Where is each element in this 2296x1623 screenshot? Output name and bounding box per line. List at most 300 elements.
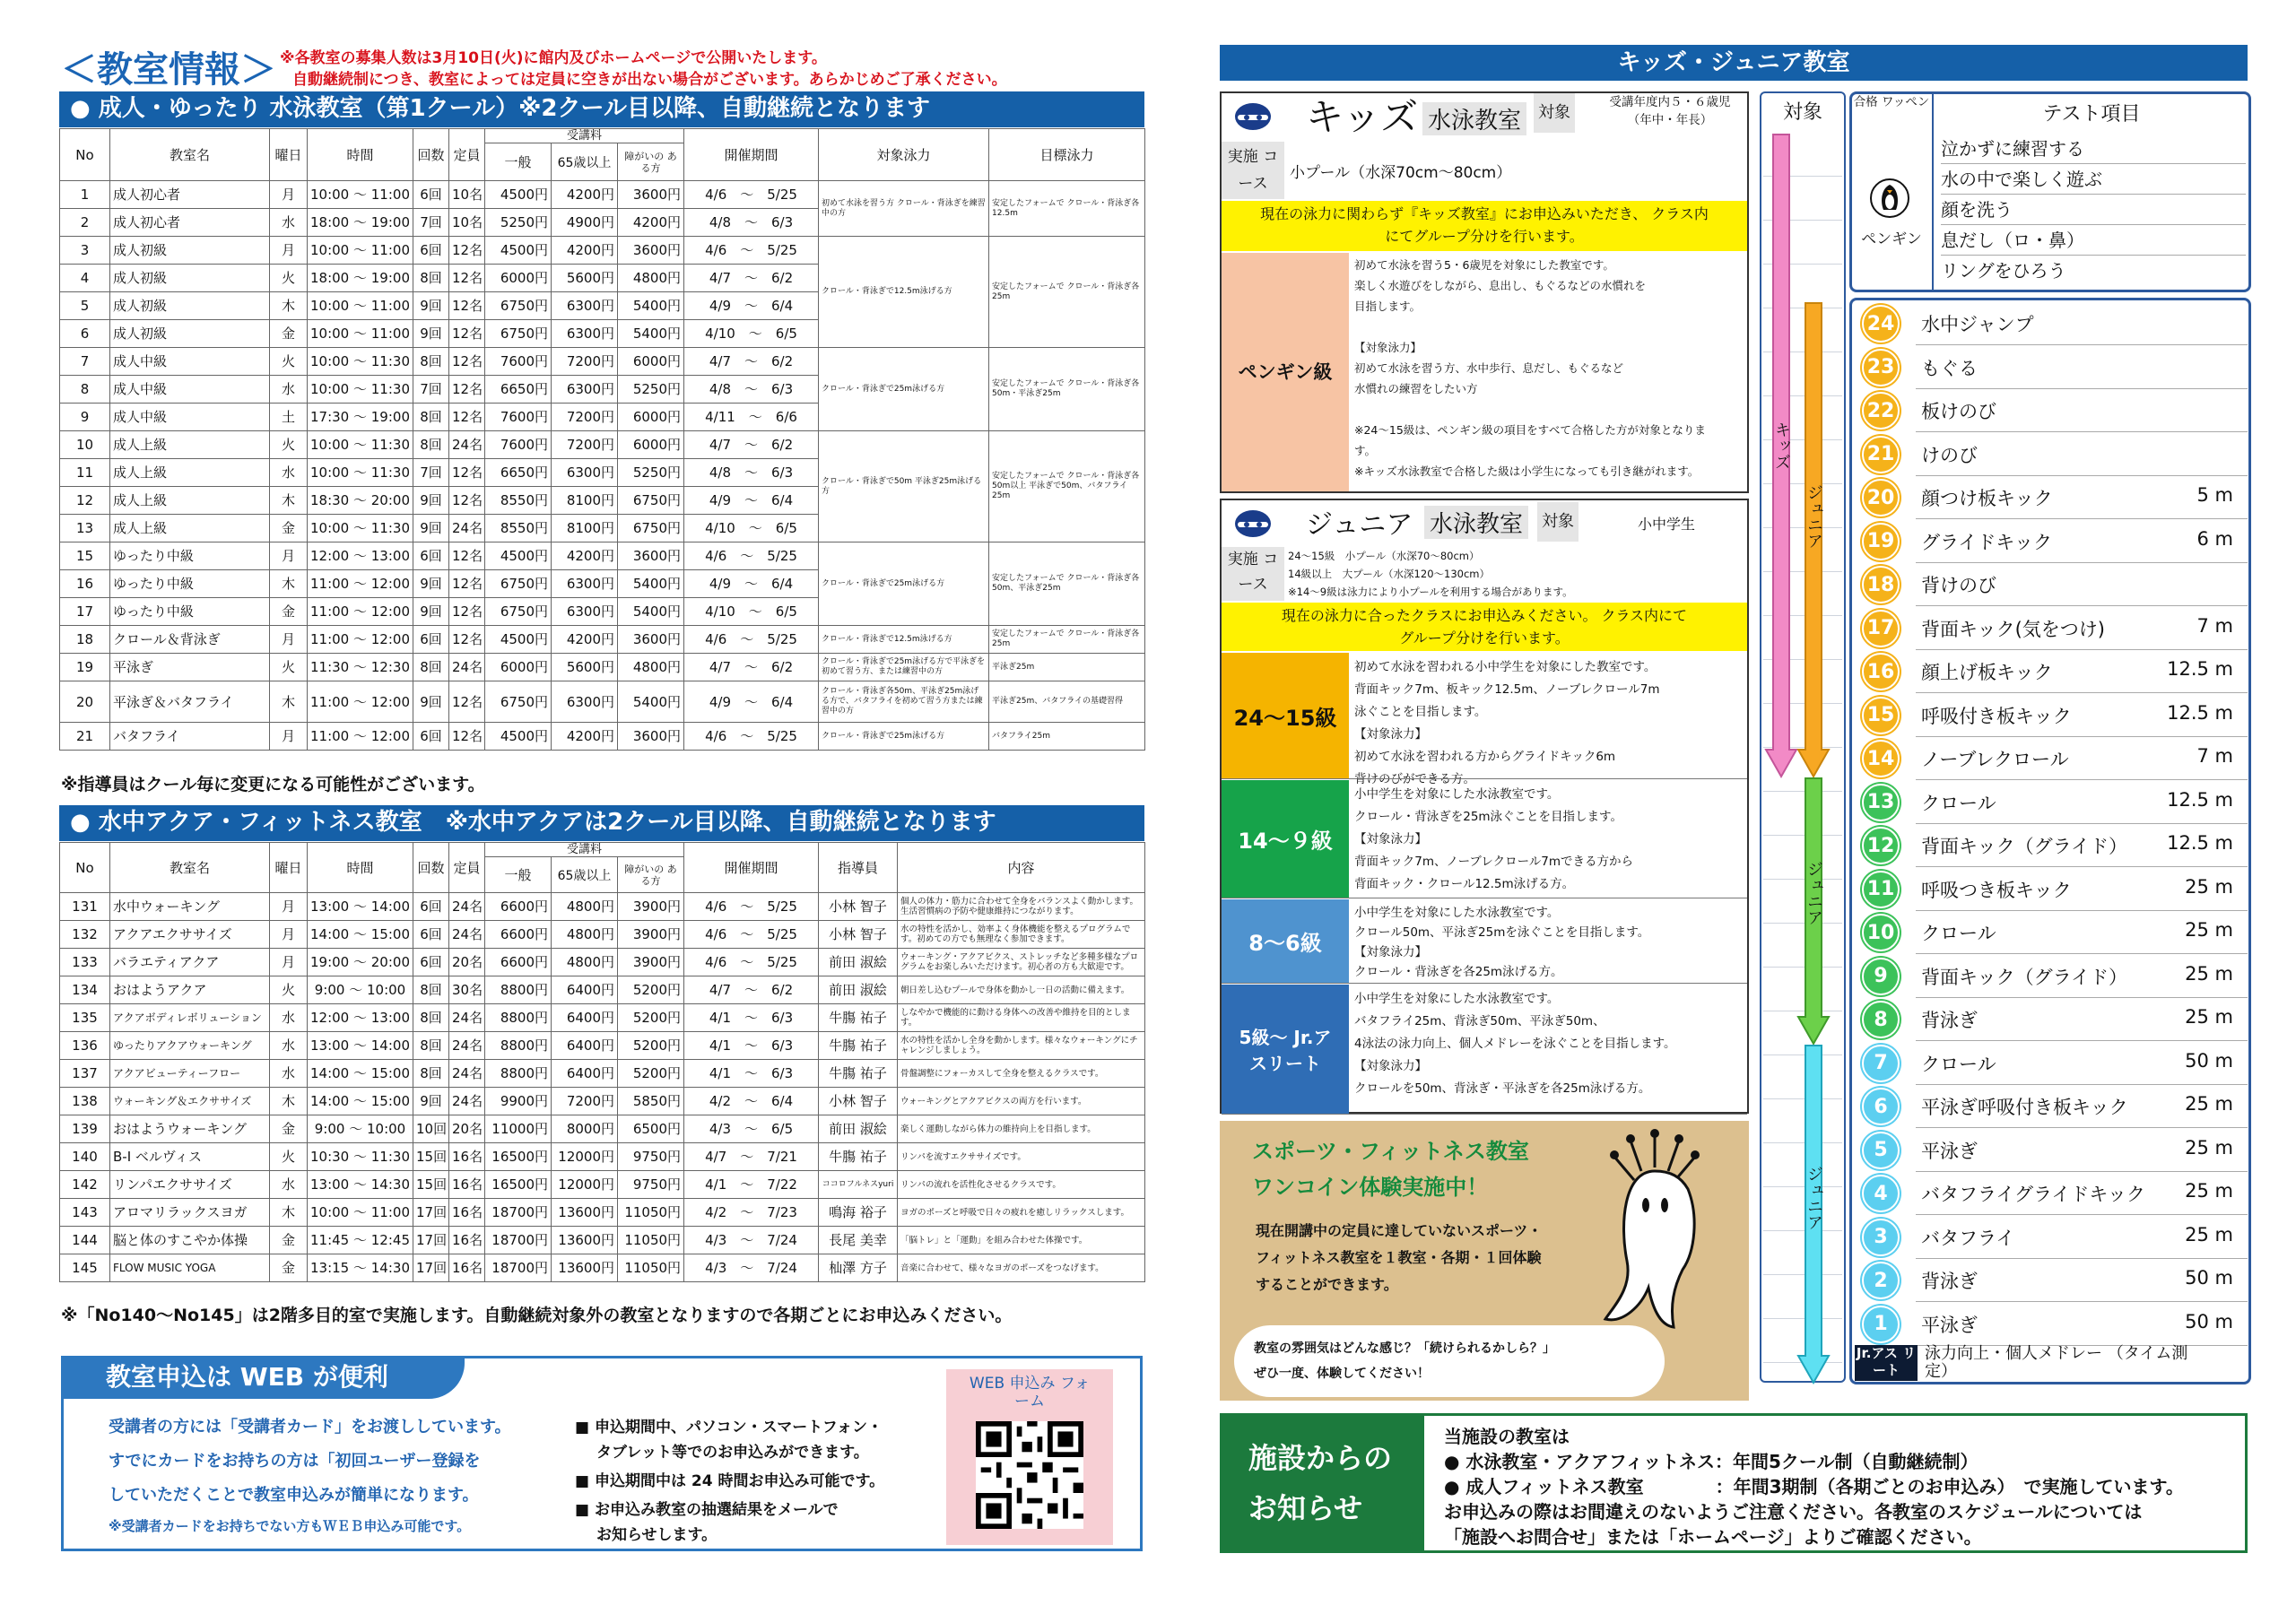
level-label: 24〜15級 [1222,653,1349,778]
penguin-test-item: 泣かずに練習する [1941,135,2246,164]
cell-senior: 6300円 [552,681,618,723]
cell-senior: 6300円 [552,459,618,487]
cell-goal: 安定したフォームで クロール・背泳ぎ各50m・平泳ぎ25m [989,348,1145,431]
cell-name: 成人初級 [110,292,270,320]
cell-instructor: 牛膓 祐子 [819,1032,898,1060]
cell-cap: 12名 [449,348,485,376]
cell-general: 6600円 [485,921,552,949]
cell-senior: 4200円 [552,723,618,751]
cell-disabled: 6750円 [618,487,684,515]
cell-senior: 8100円 [552,515,618,542]
cell-count: 6回 [413,921,449,949]
cell-name: 脳と体のすこやか体操 [110,1227,270,1254]
cell-period: 4/1 ～ 7/22 [684,1171,819,1199]
cell-period: 4/9 ～ 6/4 [684,292,819,320]
jr-athlete-badge: Jr.アス リート [1855,1345,1918,1381]
test-distance: 7 m [2196,745,2233,767]
cell-disabled: 6000円 [618,404,684,431]
cell-time: 10:00 ～ 11:30 [308,348,413,376]
cell-period: 4/3 ～ 7/24 [684,1254,819,1282]
promo-title-2: ワンコイン体験実施中！ [1252,1175,1489,1200]
level-badge-icon: 15 [1862,697,1900,734]
cell-name: バタフライ [110,723,270,751]
cell-general: 4500円 [485,626,552,654]
cell-time: 13:15 ～ 14:30 [308,1254,413,1282]
cell-instructor: ココロフルネスyuri [819,1171,898,1199]
cell-senior: 4800円 [552,893,618,921]
level-badge-icon: 17 [1862,610,1900,647]
cell-period: 4/7 ～ 6/2 [684,976,819,1004]
cell-general: 6750円 [485,598,552,626]
cell-general: 9900円 [485,1088,552,1115]
test-item [1853,997,2248,1041]
level-label: 8〜6級 [1222,899,1349,983]
test-distance: 50 m [2185,1049,2233,1072]
swim-schedule-table [59,128,1145,751]
cell-goal: 安定したフォームで クロール・背泳ぎ各12.5m [989,181,1145,237]
table-row [60,1115,1145,1143]
cell-instructor: 小林 智子 [819,893,898,921]
cell-period: 4/6 ～ 5/25 [684,921,819,949]
cell-senior: 6400円 [552,1060,618,1088]
cell-name: FLOW MUSIC YOGA [110,1254,270,1282]
kids-title-big: キッズ [1306,95,1419,139]
col-period: 開催期間 [684,129,819,181]
cell-name: 成人初心者 [110,209,270,237]
test-item [1853,1215,2248,1259]
kids-target: 受講年度内５・６歳児 （年中・年長） [1609,95,1731,127]
cell-cap: 20名 [449,949,485,976]
col-general: 一般 [485,857,552,893]
cell-time: 13:00 ～ 14:00 [308,893,413,921]
cell-content: 「脳トレ」と「運動」を組み合わせた体操です。 [898,1227,1145,1254]
facility-line-5: 「施設へお問合せ」または「ホームページ」よりご確認ください。 [1444,1526,1982,1548]
cell-cap: 16名 [449,1143,485,1171]
web-box [61,1356,1143,1551]
cell-name: クロール＆背泳ぎ [110,626,270,654]
cell-day: 月 [270,893,308,921]
cell-no: 20 [60,681,110,723]
cell-count: 8回 [413,404,449,431]
notice-line-1: ※各教室の募集人数は3月10日(火)に館内及びホームページで公開いたします。 [280,49,827,67]
swim-cap-icon [1232,97,1274,131]
test-distance: 25 m [2185,1093,2233,1115]
table-row [60,949,1145,976]
test-item [1853,1258,2248,1302]
cell-time: 19:00 ～ 20:00 [308,949,413,976]
cell-time: 10:00 ～ 11:30 [308,376,413,404]
cell-count: 15回 [413,1143,449,1171]
cell-day: 火 [270,1143,308,1171]
cell-time: 11:00 ～ 12:00 [308,570,413,598]
cell-no: 136 [60,1032,110,1060]
cell-day: 金 [270,598,308,626]
cell-cap: 16名 [449,1254,485,1282]
cell-day: 木 [270,1199,308,1227]
cell-no: 145 [60,1254,110,1282]
cell-no: 140 [60,1143,110,1171]
cell-general: 8800円 [485,1060,552,1088]
col-goal: 目標泳力 [989,129,1145,181]
junior-target: 小中学生 [1638,516,1696,533]
cell-count: 8回 [413,265,449,292]
cell-senior: 13600円 [552,1227,618,1254]
cell-no: 143 [60,1199,110,1227]
test-item [1853,693,2248,737]
test-distance: 25 m [2185,1180,2233,1202]
test-name: 平泳ぎ [1921,1314,1978,1336]
cell-day: 火 [270,976,308,1004]
cell-no: 13 [60,515,110,542]
level-divider [1222,1114,1747,1115]
cell-content: 個人の体力・筋力に合わせて全身をバランスよく動かします。生活習慣病の予防や健康維持につながります。 [898,893,1145,921]
table-row [60,1004,1145,1032]
cell-time: 11:45 ～ 12:45 [308,1227,413,1254]
cell-time: 11:00 ～ 12:00 [308,723,413,751]
test-item [1853,1084,2248,1128]
test-item [1853,606,2248,650]
cell-day: 月 [270,542,308,570]
test-name: バタフライ [1921,1227,2015,1249]
swim-section-bar: ● 成人・ゆったり 水泳教室（第1クール）※2クール目以降、自動継続となります [59,91,1144,127]
test-distance: 12.5 m [2167,832,2233,854]
cell-disabled: 5400円 [618,292,684,320]
cell-day: 月 [270,921,308,949]
cell-cap: 12名 [449,598,485,626]
cell-senior: 12000円 [552,1143,618,1171]
cell-name: B-I ベルヴィス [110,1143,270,1171]
cell-no: 5 [60,292,110,320]
level-badge-icon: 18 [1862,566,1900,603]
qr-panel[interactable] [946,1369,1113,1545]
level-label: 5級〜 Jr.アスリート [1222,985,1349,1114]
kids-junior-header: キッズ・ジュニア教室 [1220,45,2248,81]
cell-general: 8800円 [485,1004,552,1032]
level-description: 小中学生を対象にした水泳教室です。 クロール50m、平泳ぎ25mを泳ぐことを目指します。 【対象泳力】 クロール・背泳ぎを各25m泳げる方。 [1354,906,1650,979]
table-row [60,723,1145,751]
col-count: 回数 [413,843,449,893]
cell-instructor: 小林 智子 [819,921,898,949]
level-badge-icon: 19 [1862,523,1900,560]
cell-cap: 12名 [449,681,485,723]
facility-label: 施設からの お知らせ [1222,1415,1424,1551]
cell-disabled: 4200円 [618,209,684,237]
cell-count: 6回 [413,626,449,654]
test-item [1853,1171,2248,1215]
cell-content: 楽しく運動しながら体力の維持向上を目指します。 [898,1115,1145,1143]
cell-count: 8回 [413,1032,449,1060]
cell-day: 水 [270,459,308,487]
cell-general: 4500円 [485,237,552,265]
cell-period: 4/10 ～ 6/5 [684,515,819,542]
cell-time: 11:00 ～ 12:00 [308,626,413,654]
cell-senior: 4800円 [552,921,618,949]
cell-period: 4/7 ～ 6/2 [684,654,819,681]
table-row [60,1199,1145,1227]
kids-course: 小プール（水深70cm〜80cm） [1290,164,1512,182]
cell-time: 10:00 ～ 11:30 [308,431,413,459]
cell-time: 11:00 ～ 12:00 [308,681,413,723]
cell-period: 4/6 ～ 5/25 [684,626,819,654]
junior-course: 24〜15級 小プール（水深70〜80cm） 14級以上 大プール（水深120〜130cm） ※14〜9級は泳力により小プールを利用する場合があります。 [1288,550,1573,598]
cell-disabled: 11050円 [618,1199,684,1227]
cell-disabled: 9750円 [618,1143,684,1171]
cell-general: 6650円 [485,376,552,404]
test-name: 背けのび [1921,575,1996,596]
cell-name: 成人中級 [110,376,270,404]
cell-count: 9回 [413,487,449,515]
cell-day: 月 [270,723,308,751]
cell-day: 金 [270,515,308,542]
test-name: クロール [1921,923,1996,944]
web-b1b: タブレット等でのお申込みができます。 [596,1444,869,1462]
cell-period: 4/1 ～ 6/3 [684,1032,819,1060]
cell-time: 14:00 ～ 15:00 [308,1060,413,1088]
cell-instructor: 長尾 美幸 [819,1227,898,1254]
col-senior: 65歳以上 [552,143,618,181]
cell-no: 135 [60,1004,110,1032]
kids-arrow-label: キッズ [1772,421,1791,470]
cell-name: 成人中級 [110,404,270,431]
table-row [60,1227,1145,1254]
cell-time: 10:00 ～ 11:30 [308,515,413,542]
level-badge-icon: 16 [1862,653,1900,690]
cell-disabled: 5850円 [618,1088,684,1115]
test-name: クロール [1921,792,1996,814]
cell-goal: 安定したフォームで クロール・背泳ぎ各25m [989,626,1145,654]
cell-no: 12 [60,487,110,515]
test-distance: 25 m [2185,919,2233,941]
junior-arrow-2-label: ジュニア [1805,861,1823,925]
cell-instructor: 前田 淑絵 [819,1115,898,1143]
cell-period: 4/10 ～ 6/5 [684,598,819,626]
table-row [60,681,1145,723]
cell-period: 4/6 ～ 5/25 [684,542,819,570]
cell-period: 4/6 ～ 5/25 [684,949,819,976]
penguin-icon [1869,178,1910,219]
cell-general: 6750円 [485,320,552,348]
cell-senior: 8100円 [552,487,618,515]
level-description: 小中学生を対象にした水泳教室です。 クロール・背泳ぎを25m泳ぐことを目指します。 【対象泳力】 背面キック7m、ノーブレクロール7mできる方から 背面キック・クロール12.5m泳げる方。 [1354,787,1634,891]
cell-senior: 4200円 [552,237,618,265]
test-item [1853,345,2248,389]
test-distance: 6 m [2196,527,2233,550]
cell-time: 10:00 ～ 11:00 [308,1199,413,1227]
cell-time: 18:30 ～ 20:00 [308,487,413,515]
cell-time: 10:00 ～ 11:00 [308,292,413,320]
cell-target: 初めて水泳を習う方 クロール・背泳ぎを練習中の方 [819,181,989,237]
cell-no: 133 [60,949,110,976]
qr-code[interactable] [976,1421,1083,1529]
cell-no: 19 [60,654,110,681]
cell-instructor: 牛膓 祐子 [819,1004,898,1032]
table-row [60,348,1145,376]
cell-count: 9回 [413,515,449,542]
cell-count: 7回 [413,376,449,404]
cell-day: 金 [270,320,308,348]
cell-disabled: 5400円 [618,598,684,626]
cell-name: アクアエクササイズ [110,921,270,949]
cell-disabled: 6000円 [618,431,684,459]
cell-instructor: 小林 智子 [819,1088,898,1115]
test-item [1853,910,2248,954]
table-row [60,181,1145,209]
cell-general: 6600円 [485,949,552,976]
cell-target: クロール・背泳ぎで25m泳げる方 [819,348,989,431]
cell-time: 11:30 ～ 12:30 [308,654,413,681]
cell-day: 火 [270,348,308,376]
cell-cap: 24名 [449,654,485,681]
cell-content: ヨガのポーズと呼吸で日々の疲れを癒しリラックスします。 [898,1199,1145,1227]
cell-content: 音楽に合わせて、様々なヨガのポーズをつなげます。 [898,1254,1145,1282]
cell-disabled: 3900円 [618,921,684,949]
target-header: 対象 [1782,101,1822,124]
table-row [60,431,1145,459]
cell-name: 成人上級 [110,515,270,542]
test-distance: 12.5 m [2167,788,2233,811]
cell-period: 4/9 ～ 6/4 [684,681,819,723]
level-badge-icon: 21 [1862,436,1900,473]
cell-count: 6回 [413,949,449,976]
cell-instructor: 鳴海 裕子 [819,1199,898,1227]
cell-disabled: 5250円 [618,459,684,487]
kids-target-label: 対象 [1534,93,1575,133]
test-name: バタフライグライドキック [1921,1184,2145,1205]
level-description: 初めて水泳を習われる小中学生を対象にした教室です。 背面キック7m、板キック12.5m、ノーブレクロール7m 泳ぐことを目指します。 【対象泳力】 初めて水泳を習われる方からグライドキック6m 背けのびができる方。 [1354,660,1660,786]
cell-cap: 16名 [449,1227,485,1254]
table-row [60,1171,1145,1199]
test-item [1853,649,2248,693]
test-item [1853,736,2248,780]
cell-count: 7回 [413,459,449,487]
cell-day: 水 [270,1004,308,1032]
cell-count: 9回 [413,598,449,626]
cell-cap: 12名 [449,459,485,487]
level-divider [1222,778,1747,779]
cell-general: 6000円 [485,654,552,681]
cell-general: 11000円 [485,1115,552,1143]
cell-time: 13:00 ～ 14:00 [308,1032,413,1060]
cell-senior: 7200円 [552,404,618,431]
cell-period: 4/7 ～ 6/2 [684,265,819,292]
col-general: 一般 [485,143,552,181]
cell-day: 水 [270,209,308,237]
aqua-footnote: ※「No140～No145」は2階多目的室で実施します。自動継続対象外の教室となりますので各期ごとにお申込みください。 [61,1306,1013,1325]
cell-general: 6750円 [485,570,552,598]
cell-period: 4/9 ～ 6/4 [684,487,819,515]
aqua-section-bar: ● 水中アクア・フィットネス教室 ※水中アクアは2クール目以降、自動継続となります [59,805,1144,841]
cell-cap: 12名 [449,723,485,751]
cell-cap: 12名 [449,237,485,265]
wappen-header: 合格 ワッペン [1853,95,1930,109]
facility-line-2: ● 水泳教室・アクアフィットネス：年間5クール制（自動継続制） [1444,1451,1979,1472]
col-day: 曜日 [270,129,308,181]
cell-day: 木 [270,487,308,515]
cell-count: 9回 [413,570,449,598]
col-target: 対象泳力 [819,129,989,181]
cell-no: 138 [60,1088,110,1115]
cell-name: 成人上級 [110,431,270,459]
jr-athlete-text: 泳力向上・個人メドレー （タイム測定） [1925,1344,2188,1381]
test-name: グライドキック [1921,531,2052,553]
cell-no: 142 [60,1171,110,1199]
cell-senior: 4200円 [552,626,618,654]
cell-period: 4/6 ～ 5/25 [684,237,819,265]
web-p4: ※受講者カードをお持ちでない方もＷＥＢ申込み可能です。 [109,1518,471,1534]
cell-general: 8800円 [485,976,552,1004]
cell-general: 6650円 [485,459,552,487]
cell-time: 11:00 ～ 12:00 [308,598,413,626]
cell-name: 水中ウォーキング [110,893,270,921]
cell-no: 8 [60,376,110,404]
mascot-icon [1587,1126,1722,1332]
cell-count: 9回 [413,1088,449,1115]
cell-period: 4/7 ～ 7/21 [684,1143,819,1171]
cell-time: 10:00 ～ 11:00 [308,237,413,265]
kids-description: 初めて水泳を習う5・6歳児を対象にした教室です。 楽しく水遊びをしながら、息出し、もぐるなどの水慣れを 目指します。 【対象泳力】 初めて水泳を習う方、水中歩行、息だし、もぐるなど 水慣れの練習をしたい方 ※24〜15級は、ペンギン級の項目をすべて合格した方が対象となりま す。 ※キッズ水泳教室で合格した級は小学生になっても引き継がれます。 [1354,258,1706,478]
cell-senior: 12000円 [552,1171,618,1199]
table-row [60,1254,1145,1282]
cell-count: 8回 [413,654,449,681]
cell-day: 水 [270,1171,308,1199]
cell-disabled: 6500円 [618,1115,684,1143]
cell-disabled: 6000円 [618,348,684,376]
col-name: 教室名 [110,129,270,181]
cell-disabled: 5400円 [618,681,684,723]
cell-name: バラエティアクア [110,949,270,976]
col-fee: 受講料 [485,129,684,143]
cell-no: 7 [60,348,110,376]
table-row [60,1032,1145,1060]
col-day: 曜日 [270,843,308,893]
col-time: 時間 [308,843,413,893]
cell-time: 10:00 ～ 11:30 [308,459,413,487]
col-name: 教室名 [110,843,270,893]
level-badge-icon: 10 [1862,914,1900,951]
cell-name: 成人初心者 [110,181,270,209]
test-item [1853,867,2248,911]
cell-general: 6000円 [485,265,552,292]
test-name: 背面キック（グライド） [1921,836,2127,857]
level-description: 小中学生を対象にした水泳教室です。 バタフライ25m、背泳ぎ50m、平泳ぎ50m、 4泳法の泳力向上、個人メドレーを泳ぐことを目指します。 【対象泳力】 クロールを50m、背泳ぎ・平泳ぎを各25m泳げる方。 [1354,992,1676,1096]
table-row [60,542,1145,570]
cell-day: 土 [270,404,308,431]
cell-disabled: 3600円 [618,723,684,751]
cell-target: クロール・背泳ぎで12.5m泳げる方 [819,626,989,654]
level-badge-icon: 7 [1862,1045,1900,1082]
cell-no: 21 [60,723,110,751]
test-item [1853,301,2248,345]
table-row [60,237,1145,265]
cell-count: 17回 [413,1199,449,1227]
cell-day: 金 [270,1254,308,1282]
level-badge-icon: 12 [1862,827,1900,864]
cell-count: 10回 [413,1115,449,1143]
cell-count: 8回 [413,1060,449,1088]
cell-cap: 24名 [449,1088,485,1115]
cell-goal: 安定したフォームで クロール・背泳ぎ各50m、平泳ぎ25m [989,542,1145,626]
test-name: 顔つけ板キック [1921,488,2053,509]
aqua-schedule-table [59,842,1145,1282]
table-row [60,1088,1145,1115]
cell-name: ゆったり中級 [110,542,270,570]
cell-count: 6回 [413,181,449,209]
cell-disabled: 5200円 [618,1060,684,1088]
cell-no: 4 [60,265,110,292]
cell-disabled: 3600円 [618,542,684,570]
cell-cap: 10名 [449,209,485,237]
level-badge-icon: 11 [1862,871,1900,908]
